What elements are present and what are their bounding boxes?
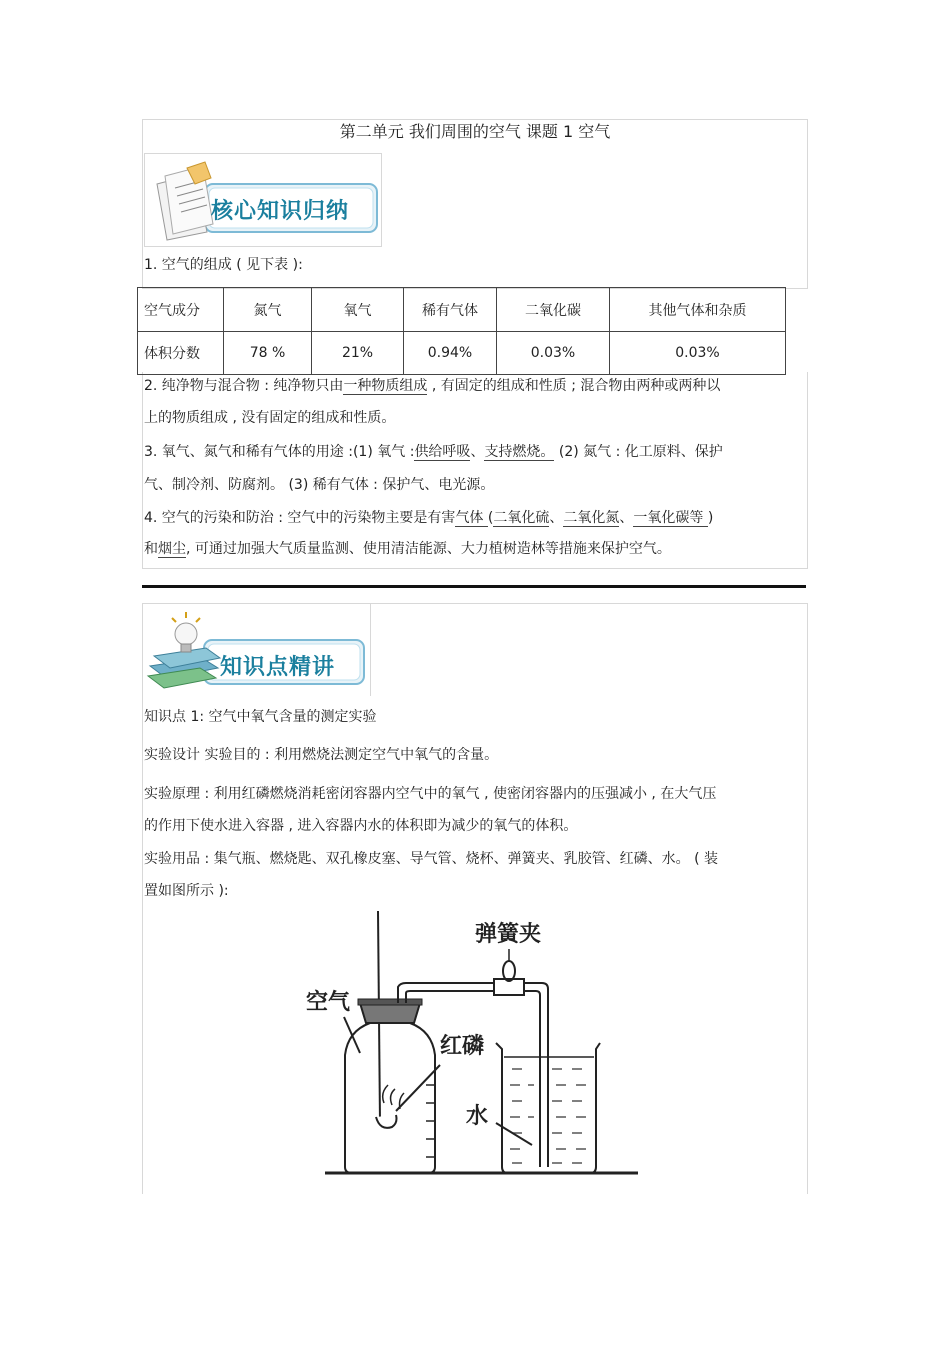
text-span: 、 — [549, 510, 564, 526]
text-span: , 可通过加强大气质量监测、使用清洁能源、大力植树造林等措施来保护空气。 — [186, 541, 671, 557]
label-phosphorus: 红磷 — [440, 1034, 485, 1059]
apparatus-diagram — [300, 905, 645, 1180]
table-row — [138, 288, 786, 332]
knowledge-point-1: 知识点 1: 空气中氧气含量的测定实验 — [144, 709, 377, 725]
table-header-cell: 稀有气体 — [404, 288, 497, 332]
text-span: 2. 纯净物与混合物 : 纯净物只由 — [144, 378, 344, 394]
text-span: , 有固定的组成和性质 ; 混合物由两种或两种以 — [427, 378, 721, 394]
text-span: ) — [707, 510, 714, 526]
rubber-tube — [398, 983, 548, 1167]
gas-uses-paragraph — [144, 443, 723, 461]
experiment-principle: 实验原理 : 利用红磷燃烧消耗密闭容器内空气中的氧气 , 使密闭容器内的压强减小 , 在大气压 — [144, 786, 717, 802]
answer-blank: 供给呼吸 — [414, 444, 471, 460]
table-header-cell: 二氧化碳 — [497, 288, 610, 332]
page-title: 第二单元 我们周围的空气 课题 1 空气 — [339, 122, 611, 141]
label-clamp: 弹簧夹 — [475, 922, 542, 947]
table-row — [138, 332, 786, 375]
experiment-materials: 实验用品 : 集气瓶、燃烧匙、双孔橡皮塞、导气管、烧杯、弹簧夹、乳胶管、红磷、水。 ( 装 — [144, 851, 718, 867]
banner2-label: 知识点精讲 — [220, 655, 336, 680]
experiment-design: 实验设计 实验目的 : 利用燃烧法测定空气中氧气的含量。 — [144, 747, 499, 763]
text-span: 、 — [619, 510, 634, 526]
air-composition-table — [137, 287, 786, 375]
table-cell: 0.03% — [497, 332, 610, 375]
pure-mixture-paragraph — [144, 377, 720, 395]
table-cell: 0.03% — [610, 332, 786, 375]
table-header-cell: 空气成分 — [138, 288, 224, 332]
table-header-cell: 其他气体和杂质 — [610, 288, 786, 332]
answer-blank: 烟尘 — [158, 541, 186, 557]
answer-blank: 一种物质组成 — [343, 378, 428, 394]
label-air: 空气 — [306, 990, 351, 1015]
answer-blank: 气体 — [455, 510, 488, 526]
table-cell: 0.94% — [404, 332, 497, 375]
core-knowledge-banner — [144, 153, 382, 247]
label-water: 水 — [466, 1104, 489, 1129]
pollution-paragraph-line2 — [144, 540, 671, 558]
text-span: (2) 氮气 : 化工原料、保护 — [554, 444, 723, 460]
experiment-materials-line2: 置如图所示 ): — [144, 883, 229, 899]
table-header-cell: 氧气 — [312, 288, 404, 332]
composition-intro: 1. 空气的组成 ( 见下表 ): — [144, 257, 303, 273]
answer-blank: 二氧化氮 — [563, 510, 620, 526]
table-header-cell: 氮气 — [224, 288, 312, 332]
text-span: 4. 空气的污染和防治 : 空气中的污染物主要是有害 — [144, 510, 456, 526]
text-span: 和 — [144, 541, 158, 557]
section-divider — [142, 585, 806, 588]
gas-bottle — [345, 1005, 435, 1173]
answer-blank: 二氧化硫 — [493, 510, 550, 526]
key-points-banner — [144, 604, 371, 696]
table-cell: 78 % — [224, 332, 312, 375]
text-span: 3. 氧气、氮气和稀有气体的用途 :(1) 氧气 : — [144, 444, 415, 460]
table-cell: 21% — [312, 332, 404, 375]
experiment-principle-line2: 的作用下使水进入容器 , 进入容器内水的体积即为减少的氧气的体积。 — [144, 818, 578, 834]
pure-mixture-paragraph-line2: 上的物质组成 , 没有固定的组成和性质。 — [144, 410, 396, 426]
text-span: ( — [487, 510, 494, 526]
text-span: 、 — [470, 444, 485, 460]
combustion-spoon — [376, 1115, 397, 1128]
pollution-paragraph — [144, 509, 713, 527]
rubber-stopper — [360, 1003, 420, 1023]
table-cell: 体积分数 — [138, 332, 224, 375]
gas-uses-paragraph-line2: 气、制冷剂、防腐剂。 (3) 稀有气体 : 保护气、电光源。 — [144, 477, 495, 493]
banner1-label: 核心知识归纳 — [211, 199, 350, 224]
answer-blank: 一氧化碳等 — [633, 510, 708, 526]
answer-blank: 支持燃烧。 — [484, 444, 555, 460]
